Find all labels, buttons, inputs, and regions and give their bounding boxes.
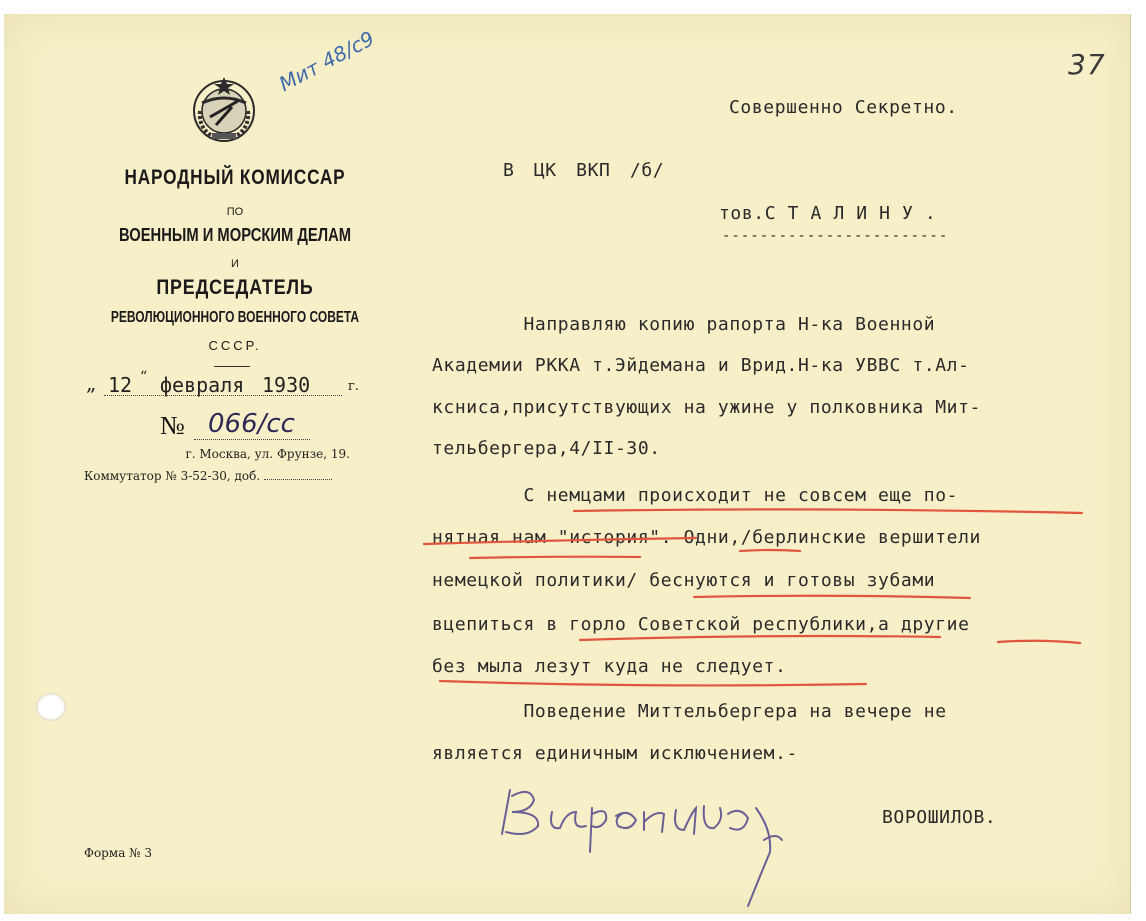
number-underline [194,439,310,440]
body-line: вцепиться в горло Советской республики,а другие [432,614,970,635]
document-page [4,14,1131,914]
body-line: С немцами происходит не совсем еще по- [432,485,959,506]
document-date [86,369,359,401]
switchboard-blank [264,469,332,480]
addressee-org: В ЦК ВКП /б/ [503,160,665,181]
body-line: Направляю копию рапорта Н-ка Военной [432,314,936,335]
body-line: Поведение Миттельбергера на вечере не [432,701,947,722]
reference-number [160,409,340,445]
letterhead-and: И [231,258,239,270]
ussr-emblem-icon [188,73,260,145]
date-close-quote: “ [140,369,148,385]
date-open-quote: „ [86,371,97,395]
body-line: немецкой политики/ беснуются и готовы зубами [432,570,936,591]
page-number: 37 [1068,48,1106,81]
handwritten-note: Мит 48/с9 [275,26,379,97]
switchboard [84,469,364,483]
letterhead-department: ВОЕННЫМ И МОРСКИМ ДЕЛАМ [118,225,352,245]
addressee-underline: ------------------------ [722,228,949,244]
body-line: нятная нам "история". Одни,/берлинские вершители [432,527,981,548]
form-number: Форма № 3 [84,846,152,860]
address: г. Москва, ул. Фрунзе, 19. [185,447,350,461]
date-day: 12 [108,373,133,397]
letterhead-country: СССР. [208,338,262,353]
classification: Совершенно Секретно. [729,97,958,118]
date-underline [104,395,342,396]
letterhead-divider [214,366,250,367]
switchboard-text: Коммутатор № 3-52-30, доб. [84,469,261,483]
body-line: Академии РККА т.Эйдемана и Врид.Н-ка УВВС т.Ал- [432,355,970,376]
date-year: 1930 [262,373,311,397]
body-line: тельбергера,4/II-30. [432,438,661,459]
punch-hole [36,693,66,721]
addressee-name: тов.С Т А Л И Н У . [719,203,937,224]
date-suffix: г. [348,379,359,394]
body-line: является единичным исключением.- [432,743,798,764]
letterhead-chairman: ПРЕДСЕДАТЕЛЬ [156,276,314,299]
signatory-name: ВОРОШИЛОВ. [882,807,997,828]
letterhead-council: РЕВОЛЮЦИОННОГО ВОЕННОГО СОВЕТА [110,309,360,326]
letterhead-title: НАРОДНЫЙ КОМИССАР [124,166,346,189]
number-value: 066/сс [208,409,295,439]
number-sign: № [160,411,185,440]
body-line: ксниса,присутствующих на ужине у полковника Мит- [432,397,981,418]
body-line: без мыла лезут куда не следует. [432,656,787,677]
date-month: февраля [160,373,245,397]
letterhead-po: ПО [226,206,244,218]
